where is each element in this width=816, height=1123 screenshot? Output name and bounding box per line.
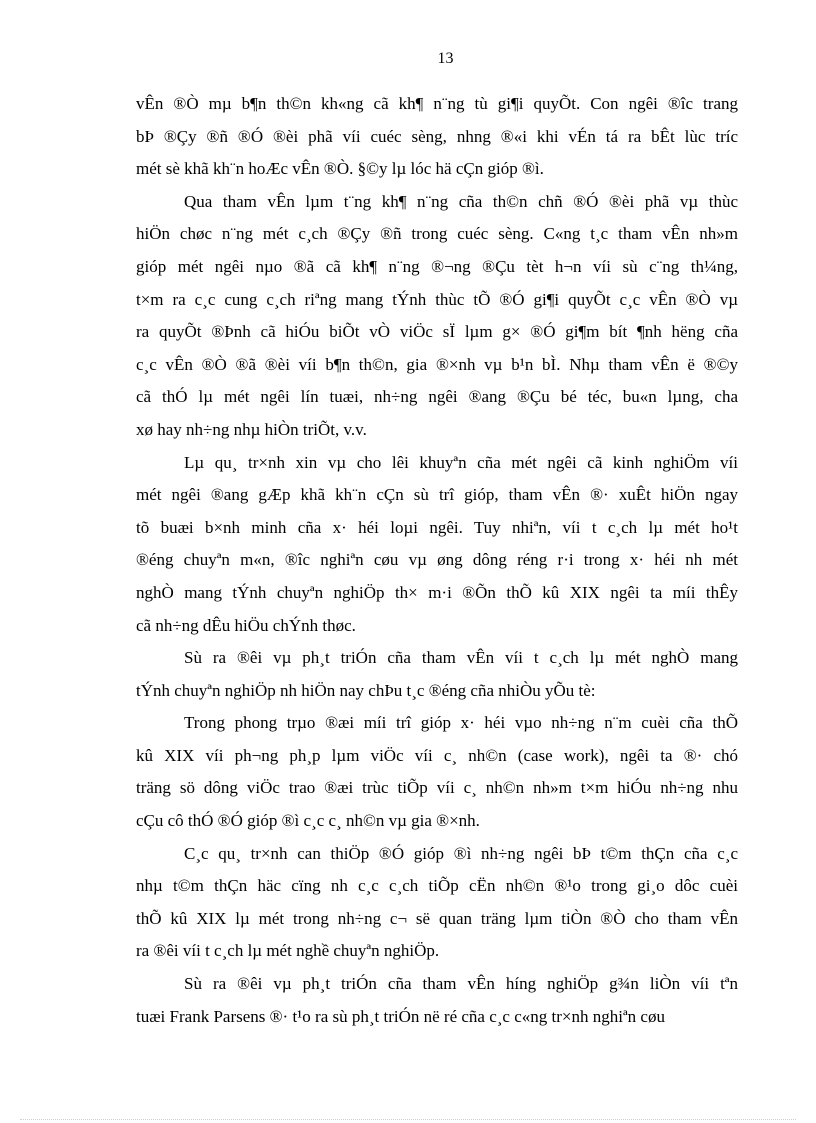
text-line: tuæi Frank Parsens ®· t¹o ra sù ph¸t triÓn në ré cña c¸c c«ng tr×nh nghiªn cøu [136,1006,665,1026]
text-line: cã nh÷ng dÊu hiÖu chÝnh thøc. [136,615,356,635]
paragraph [136,968,738,1033]
text-line: tõ buæi b×nh minh cña x· héi loµi ngêi. Tuy nhiªn, víi t c¸ch lµ mét ho¹t [136,517,738,537]
text-line: xø hay nh÷ng nhµ hiÒn triÕt, v.v. [136,419,367,439]
paragraph [136,88,738,186]
text-line: Lµ qu¸ tr×nh xin vµ cho lêi khuyªn cña mét ngêi cã kinh nghiÖm víi [184,452,738,472]
text-line: nhµ t©m thÇn häc cïng nh c¸c c¸ch tiÕp cËn nh©n ®¹o trong gi¸o dôc cuèi [136,876,738,896]
paragraph [136,642,738,707]
text-line: t×m ra c¸c cung c¸ch riªng mang tÝnh thùc tÕ ®Ó gi¶i quyÕt c¸c vÊn ®Ò vµ [136,289,738,309]
paragraph [136,707,738,837]
bottom-divider [20,1119,796,1120]
text-line: vÊn ®Ò mµ b¶n th©n kh«ng cã kh¶ n¨ng tù gi¶i quyÕt. Con ngêi ®îc trang [136,94,738,113]
text-line: C¸c qu¸ tr×nh can thiÖp ®Ó gióp ®ì nh÷ng ngêi bÞ t©m thÇn cña c¸c [184,843,738,863]
paragraph [136,186,738,447]
text-line: kû XIX víi ph¬ng ph¸p lµm viÖc víi c¸ nh©n (case work), ngêi ta ®· chó [136,745,738,765]
text-line: bÞ ®Çy ®ñ ®Ó ®èi phã víi cuéc sèng, nhng ®«i khi vÉn tá ra bÊt lùc tríc [136,126,738,146]
text-line: Trong phong trµo ®æi míi trî gióp x· héi vµo nh÷ng n¨m cuèi cña thÕ [184,713,738,733]
text-line: Qua tham vÊn lµm t¨ng kh¶ n¨ng cña th©n chñ ®Ó ®èi phã vµ thùc [184,191,738,211]
text-line: Sù ra ®êi vµ ph¸t triÓn cña tham vÊn víi t c¸ch lµ mét nghÒ mang [184,648,738,668]
body-text [136,88,738,1033]
page-number: 13 [437,50,454,67]
text-line: thÕ kû XIX lµ mét trong nh÷ng c¬ së quan träng lµm tiÒn ®Ò cho tham vÊn [136,908,738,928]
text-line: Sù ra ®êi vµ ph¸t triÓn cña tham vÊn híng nghiÖp g¾n liÒn víi tªn [184,974,738,994]
text-line: hiÖn chøc n¨ng mét c¸ch ®Çy ®ñ trong cuéc sèng. C«ng t¸c tham vÊn nh»m [136,224,738,244]
text-line: tÝnh chuyªn nghiÖp nh hiÖn nay chÞu t¸c ®éng cña nhiÒu yÕu tè: [136,680,596,700]
text-line: gióp mét ngêi nµo ®ã cã kh¶ n¨ng ®¬ng ®Çu tèt h¬n víi sù c¨ng th¼ng, [136,256,738,276]
paragraph [136,838,738,968]
text-line: träng sö dông viÖc trao ®æi trùc tiÕp víi c¸ nh©n nh»m t×m hiÓu nh÷ng nhu [136,778,738,798]
text-line: ra ®êi víi t c¸ch lµ mét nghề chuyªn nghiÖp. [136,941,440,961]
text-line: cã thÓ lµ mét ngêi lín tuæi, nh÷ng ngêi ®ang ®Çu bé téc, bu«n lµng, cha [136,387,738,407]
text-line: mét ngêi ®ang gÆp khã kh¨n cÇn sù trî gióp, tham vÊn ®· xuÊt hiÖn ngay [136,485,738,505]
text-line: mét sè khã kh¨n hoÆc vÊn ®Ò. §©y lµ lóc hä cÇn gióp ®ì. [136,159,544,179]
text-line: cÇu cô thÓ ®Ó gióp ®ì c¸c c¸ nh©n vµ gia ®×nh. [136,811,480,831]
text-line: nghÒ mang tÝnh chuyªn nghiÖp th× m·i ®Õn thÕ kû XIX ngêi ta míi thÊy [136,582,738,602]
paragraph [136,447,738,643]
text-line: c¸c vÊn ®Ò ®ã ®èi víi b¶n th©n, gia ®×nh vµ b¹n bÌ. Nhµ tham vÊn ë ®©y [136,354,738,374]
text-line: ra quyÕt ®Þnh cã hiÓu biÕt vÒ viÖc sÏ lµm g× ®Ó gi¶m bít ¶nh hëng cña [136,322,738,342]
text-line: ®éng chuyªn m«n, ®îc nghiªn cøu vµ øng dông réng r·i trong x· héi nh mét [136,550,738,570]
